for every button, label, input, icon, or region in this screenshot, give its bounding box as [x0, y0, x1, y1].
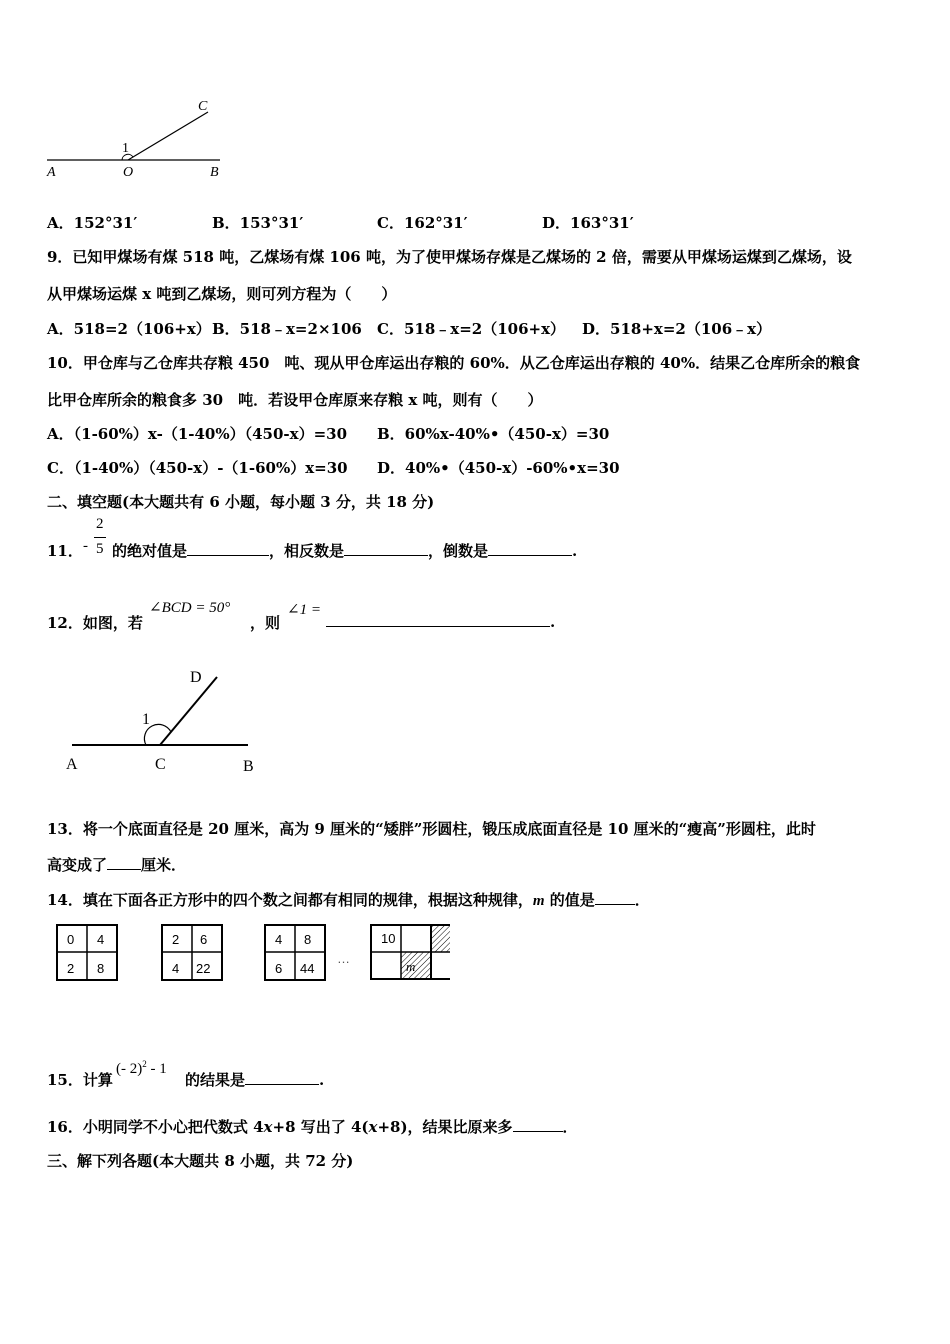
- q15-expression: [116, 1059, 167, 1078]
- q13-text-a: 高变成了: [47, 856, 108, 874]
- q13-text-b: 厘米．: [141, 856, 187, 874]
- q16-text-b: +8 写出了 4(: [272, 1118, 369, 1136]
- section-3-heading: 三、解下列各题(本大题共 8 小题，共 72 分): [47, 1152, 354, 1170]
- square-1-tr: 4: [97, 932, 105, 947]
- q16-var-x1: x: [263, 1118, 273, 1136]
- q11-sign: -: [83, 538, 88, 554]
- q11-text-1: 的绝对值是: [112, 542, 188, 560]
- label-angle-1: 1: [142, 711, 150, 728]
- label-angle-1: 1: [122, 141, 129, 156]
- q16-end: ．: [562, 1118, 578, 1136]
- q8-option-b[interactable]: B．153°31′: [212, 214, 304, 232]
- q11-text-2: ，相反数是: [269, 542, 345, 560]
- q13-stem-line1: 13．将一个底面直径是 20 厘米，高为 9 厘米的“矮胖”形圆柱，锻压成底面直径是 10 厘米的“瘦高”形圆柱，此时: [47, 820, 816, 838]
- square-2-bl: 4: [172, 961, 180, 976]
- q12-ask: ∠1 =: [287, 602, 321, 618]
- q12-blank[interactable]: [326, 612, 550, 627]
- square-1-bl: 2: [67, 961, 75, 976]
- q11-blank-abs[interactable]: [187, 541, 269, 556]
- q11-fraction-numerator: 2: [96, 516, 104, 532]
- square-1: [57, 925, 117, 980]
- square-3-br: 44: [300, 961, 315, 976]
- q12-end: .: [550, 613, 556, 631]
- angle-figure-q8: [40, 95, 240, 190]
- label-o: O: [123, 165, 134, 180]
- square-2: [162, 925, 222, 980]
- q13-blank[interactable]: [107, 855, 141, 870]
- square-1-br: 8: [97, 961, 105, 976]
- q14-text: 14．填在下面各正方形中的四个数之间都有相同的规律，根据这种规律，: [47, 891, 533, 909]
- label-b: B: [243, 758, 254, 775]
- q11-blank-reciprocal[interactable]: [488, 541, 572, 556]
- q14-var-m: m: [532, 893, 545, 909]
- q9-option-c[interactable]: C．518﹣x=2（106+x）: [377, 320, 566, 338]
- q10-stem-line2: 比甲仓库所余的粮食多 30 吨．若设甲仓库原来存粮 x 吨，则有（ ）: [47, 391, 543, 409]
- q11-number: 11．: [47, 542, 83, 560]
- square-4-tl: 10: [381, 931, 396, 946]
- q9-option-d[interactable]: D．518+x=2（106﹣x）: [582, 320, 772, 338]
- q14-blank[interactable]: [595, 890, 635, 905]
- q9-option-a[interactable]: A．518=2（106+x）: [47, 320, 211, 338]
- q10-option-a[interactable]: A．（1-60%）x-（1-40%）（450-x）=30: [47, 425, 348, 443]
- q11-fraction-bar: [94, 537, 106, 538]
- square-3-tl: 4: [275, 932, 283, 947]
- section-2-heading: 二、填空题(本大题共有 6 小题，每小题 3 分，共 18 分): [47, 493, 435, 511]
- label-a: A: [47, 165, 56, 180]
- ellipsis: …: [337, 951, 350, 966]
- q15-suffix: 的结果是: [185, 1071, 246, 1089]
- label-b: B: [210, 165, 219, 180]
- q14-stem: [47, 889, 650, 910]
- q15-tail: - 1: [150, 1061, 167, 1077]
- q16-blank[interactable]: [513, 1117, 563, 1132]
- q9-stem-line2: 从甲煤场运煤 x 吨到乙煤场，则可列方程为（ ）: [47, 285, 397, 303]
- q10-stem-line1: 10．甲仓库与乙仓库共存粮 450 吨、现从甲仓库运出存粮的 60%．从乙仓库运出存粮的 40%．结果乙仓库所余的粮食: [47, 354, 861, 372]
- label-c: C: [155, 756, 166, 773]
- square-1-tl: 0: [67, 932, 75, 947]
- square-3-bl: 6: [275, 961, 283, 976]
- angle-figure-q12: [60, 662, 270, 777]
- q11-text-4: .: [572, 542, 578, 560]
- q12-answer: [326, 612, 555, 631]
- q15-base: (- 2): [116, 1061, 143, 1077]
- q14-squares-figure: [50, 918, 450, 988]
- q10-option-d[interactable]: D．40%•（450-x）-60%•x=30: [377, 459, 620, 477]
- label-a: A: [66, 756, 78, 773]
- q10-option-b[interactable]: B．60%x-40%•（450-x）=30: [377, 425, 610, 443]
- q8-option-c[interactable]: C．162°31′: [377, 214, 468, 232]
- q11-answer-line: [112, 540, 577, 561]
- q12-condition: ∠BCD = 50°: [149, 600, 231, 616]
- q15-prefix: 15．计算: [47, 1071, 113, 1089]
- square-2-tr: 6: [200, 932, 208, 947]
- q15-blank[interactable]: [245, 1070, 319, 1085]
- q11-fraction-denominator: 5: [96, 541, 104, 557]
- label-c: C: [198, 99, 208, 114]
- q15-end: .: [319, 1071, 325, 1089]
- q16-text-c: +8)，结果比原来多: [377, 1118, 513, 1136]
- label-d: D: [190, 669, 202, 686]
- q12-mid: ，则: [250, 614, 281, 632]
- q14-text-2: 的值是: [544, 891, 595, 909]
- square-3-tr: 8: [304, 932, 312, 947]
- q11-blank-opposite[interactable]: [344, 541, 428, 556]
- q13-stem-line2: [47, 854, 186, 875]
- q16-stem: [47, 1116, 578, 1137]
- q8-option-a[interactable]: A．152°31′: [47, 214, 138, 232]
- q15-answer: [185, 1069, 324, 1090]
- square-4-br: m: [406, 959, 416, 974]
- q16-text-a: 16．小明同学不小心把代数式 4: [47, 1118, 264, 1136]
- q12-prefix: 12．如图，若: [47, 614, 143, 632]
- q9-option-b[interactable]: B．518﹣x=2×106: [212, 320, 362, 338]
- q8-option-d[interactable]: D．163°31′: [542, 214, 634, 232]
- square-4: [371, 925, 450, 979]
- q15-exponent: 2: [142, 1059, 147, 1069]
- q16-var-x2: x: [368, 1118, 378, 1136]
- q10-option-c[interactable]: C．（1-40%）（450-x）-（1-60%）x=30: [47, 459, 348, 477]
- q14-end: ．: [634, 891, 650, 909]
- square-2-br: 22: [196, 961, 211, 976]
- square-2-tl: 2: [172, 932, 180, 947]
- square-3: [265, 925, 325, 980]
- q9-stem-line1: 9．已知甲煤场有煤 518 吨，乙煤场有煤 106 吨，为了使甲煤场存煤是乙煤场的 2 倍，需要从甲煤场运煤到乙煤场，设: [47, 248, 852, 266]
- q11-text-3: ，倒数是: [428, 542, 489, 560]
